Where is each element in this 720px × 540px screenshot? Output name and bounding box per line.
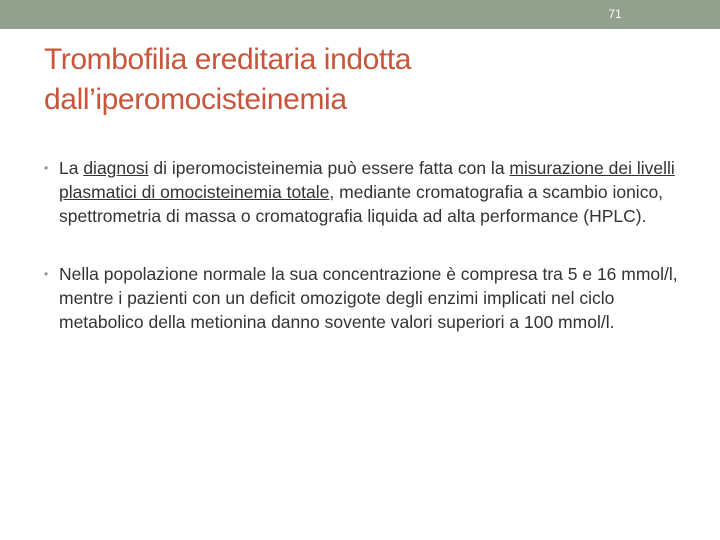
slide-number: 71 — [608, 7, 622, 21]
bullet-marker: • — [44, 267, 49, 281]
bullet-text: di iperomocisteinemia può essere fatta con la — [148, 158, 510, 178]
bullet-marker: • — [44, 161, 49, 175]
bullet-text: , mediante cromatografia a scambio ionico, spettrometria di massa o cromatografia liquida ad alta performance (HPLC). — [59, 182, 664, 226]
underlined-term-diagnosi: diagnosi — [83, 158, 149, 178]
slide-header-bar — [0, 0, 720, 29]
bullet-list — [44, 156, 684, 334]
underlined-term-misurazione: misurazione dei livelli plasmatici di omocisteinemia totale — [59, 158, 675, 202]
bullet-item-concentration — [44, 262, 684, 334]
bullet-text: La — [59, 158, 84, 178]
slide-title: Trombofilia ereditaria indotta dall’iperomocisteinemia — [44, 43, 412, 116]
bullet-text: Nella popolazione normale la sua concentrazione è compresa tra 5 e 16 mmol/l, mentre i pazienti con un deficit omozigote degli enzimi implicati nel ciclo metabolico della metionina danno sovente valori superiori a 100 mmol/l. — [59, 264, 678, 332]
bullet-item-diagnosis — [44, 156, 684, 228]
